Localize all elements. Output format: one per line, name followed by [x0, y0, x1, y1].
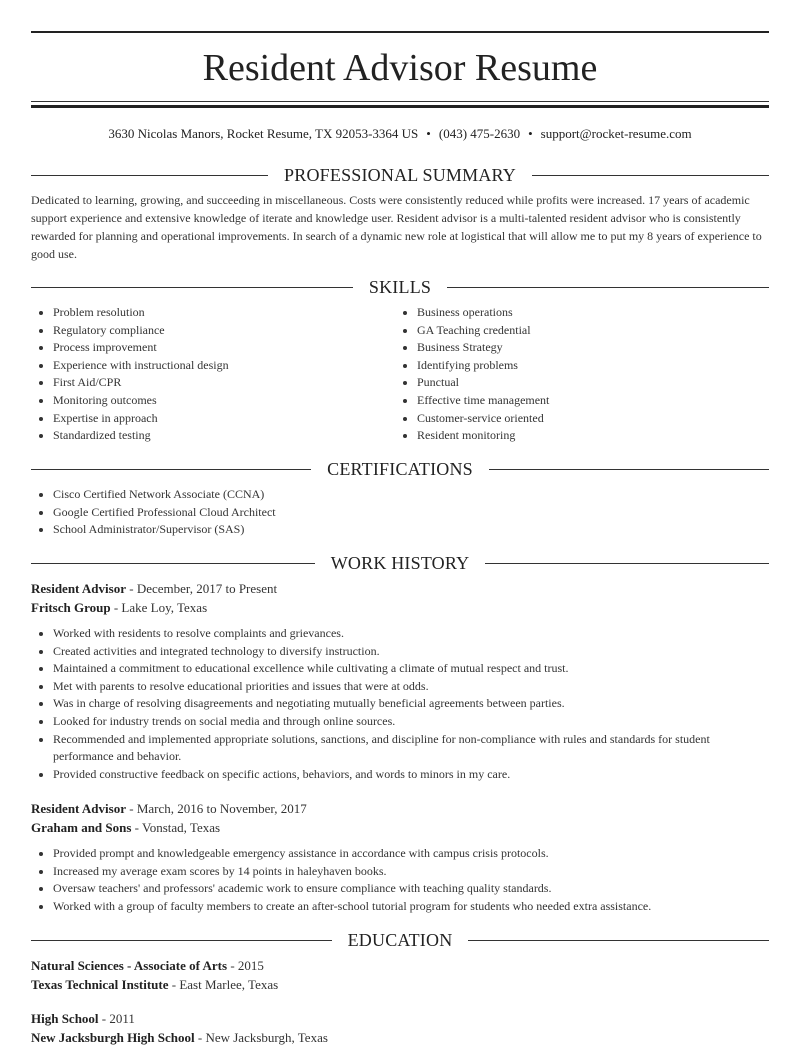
divider: [489, 469, 769, 470]
certification-item: School Administrator/Supervisor (SAS): [31, 521, 769, 539]
certification-item: Cisco Certified Network Associate (CCNA): [31, 486, 769, 504]
skill-item: Customer-service oriented: [395, 410, 769, 428]
contact-separator: •: [528, 126, 533, 141]
job-bullet: Maintained a commitment to educational excellence while cultivating a climate of mutual respect and trust.: [31, 660, 751, 678]
title-rule-thin: [31, 101, 769, 102]
education-degree: High School: [31, 1011, 99, 1026]
job-location: - Vonstad, Texas: [131, 820, 221, 835]
skill-item: Monitoring outcomes: [31, 392, 391, 410]
job-bullet: Worked with residents to resolve complaints and grievances.: [31, 625, 751, 643]
job-bullet: Met with parents to resolve educational priorities and issues that were at odds.: [31, 678, 751, 696]
divider: [31, 940, 332, 941]
divider: [532, 175, 769, 176]
skill-item: Problem resolution: [31, 304, 391, 322]
section-title: PROFESSIONAL SUMMARY: [284, 165, 516, 185]
job-bullet: Created activities and integrated technology to diversify instruction.: [31, 643, 751, 661]
skill-item: Process improvement: [31, 339, 391, 357]
resume-title: Resident Advisor Resume: [202, 47, 598, 89]
job-bullet: Looked for industry trends on social media and through online sources.: [31, 713, 751, 731]
skill-item: Identifying problems: [395, 357, 769, 375]
job-bullets: [31, 845, 769, 915]
education-school-line: [31, 976, 278, 994]
job-bullet: Increased my average exam scores by 14 points in haleyhaven books.: [31, 863, 769, 881]
skill-item: Effective time management: [395, 392, 769, 410]
section-title: EDUCATION: [347, 930, 453, 950]
job-dates: - December, 2017 to Present: [125, 581, 278, 596]
skill-item: Experience with instructional design: [31, 357, 391, 375]
divider: [447, 287, 769, 288]
contact-address: 3630 Nicolas Manors, Rocket Resume, TX 92053-3364 US: [108, 126, 419, 141]
education-school: Texas Technical Institute: [31, 977, 169, 992]
contact-phone[interactable]: (043) 475-2630: [438, 126, 521, 141]
education-school: New Jacksburgh High School: [31, 1030, 195, 1045]
section-header-work-history: [31, 551, 769, 575]
divider: [485, 563, 769, 564]
certification-item: Google Certified Professional Cloud Architect: [31, 504, 769, 522]
skill-item: Resident monitoring: [395, 427, 769, 445]
job-bullet: Was in charge of resolving disagreements and negotiating mutually beneficial agreements between parties.: [31, 695, 751, 713]
education-degree-line: [31, 1010, 135, 1028]
section-title: CERTIFICATIONS: [327, 459, 473, 479]
skill-item: Standardized testing: [31, 427, 391, 445]
education-location: - New Jacksburgh, Texas: [194, 1030, 328, 1045]
certifications-list: [31, 486, 769, 539]
education-degree-line: [31, 957, 264, 975]
job-title-line: [31, 800, 307, 818]
education-year: - 2015: [227, 958, 264, 973]
job-title-line: [31, 580, 277, 598]
summary-text: Dedicated to learning, growing, and succeeding in miscellaneous. Costs were consistently reduced while profits were increased. 17 years of academic support experience and extensive knowledge of iterate and knowledge user. Resident advisor is a multi-talented resident advisor who is consistently rewarded for planning and operational improvements. In search of a dynamic new role at logistical that will allow me to put my 8 years of experience to good use.: [31, 193, 762, 261]
job-bullet: Recommended and implemented appropriate solutions, sanctions, and discipline for non-compliance with rules and standards for student performance and behavior.: [31, 731, 751, 766]
contact-email[interactable]: support@rocket-resume.com: [540, 126, 692, 141]
top-rule: [31, 31, 769, 33]
education-degree: Natural Sciences - Associate of Arts: [31, 958, 228, 973]
divider: [31, 563, 315, 564]
contact-line: [31, 125, 769, 143]
title-rule-thick: [31, 105, 769, 108]
section-header-summary: [31, 163, 769, 187]
job-company-line: [31, 599, 207, 617]
skill-item: Expertise in approach: [31, 410, 391, 428]
section-title: WORK HISTORY: [330, 553, 470, 573]
job-dates: - March, 2016 to November, 2017: [125, 801, 307, 816]
job-bullet: Provided constructive feedback on specific actions, behaviors, and words to minors in my care.: [31, 766, 751, 784]
section-header-education: [31, 928, 769, 952]
job-company: Graham and Sons: [31, 820, 132, 835]
skill-item: Business operations: [395, 304, 769, 322]
job-title: Resident Advisor: [31, 581, 126, 596]
divider: [468, 940, 769, 941]
job-bullets: [31, 625, 751, 783]
job-company-line: [31, 819, 220, 837]
divider: [31, 175, 268, 176]
skill-item: Regulatory compliance: [31, 322, 391, 340]
job-company: Fritsch Group: [31, 600, 111, 615]
section-header-certifications: [31, 457, 769, 481]
section-title: SKILLS: [368, 277, 432, 297]
contact-separator: •: [426, 126, 431, 141]
education-school-line: [31, 1029, 328, 1047]
divider: [31, 469, 311, 470]
job-bullet: Oversaw teachers' and professors' academic work to ensure compliance with teaching quality standards.: [31, 880, 769, 898]
skills-list-left: [31, 304, 391, 445]
education-year: - 2011: [98, 1011, 135, 1026]
education-location: - East Marlee, Texas: [168, 977, 279, 992]
skill-item: GA Teaching credential: [395, 322, 769, 340]
skill-item: Business Strategy: [395, 339, 769, 357]
job-title: Resident Advisor: [31, 801, 126, 816]
skills-list-right: [395, 304, 769, 445]
job-location: - Lake Loy, Texas: [110, 600, 208, 615]
job-bullet: Worked with a group of faculty members to create an after-school tutorial program for students who needed extra assistance.: [31, 898, 769, 916]
job-bullet: Provided prompt and knowledgeable emergency assistance in accordance with campus crisis protocols.: [31, 845, 769, 863]
skill-item: First Aid/CPR: [31, 374, 391, 392]
section-header-skills: [31, 275, 769, 299]
skill-item: Punctual: [395, 374, 769, 392]
divider: [31, 287, 353, 288]
